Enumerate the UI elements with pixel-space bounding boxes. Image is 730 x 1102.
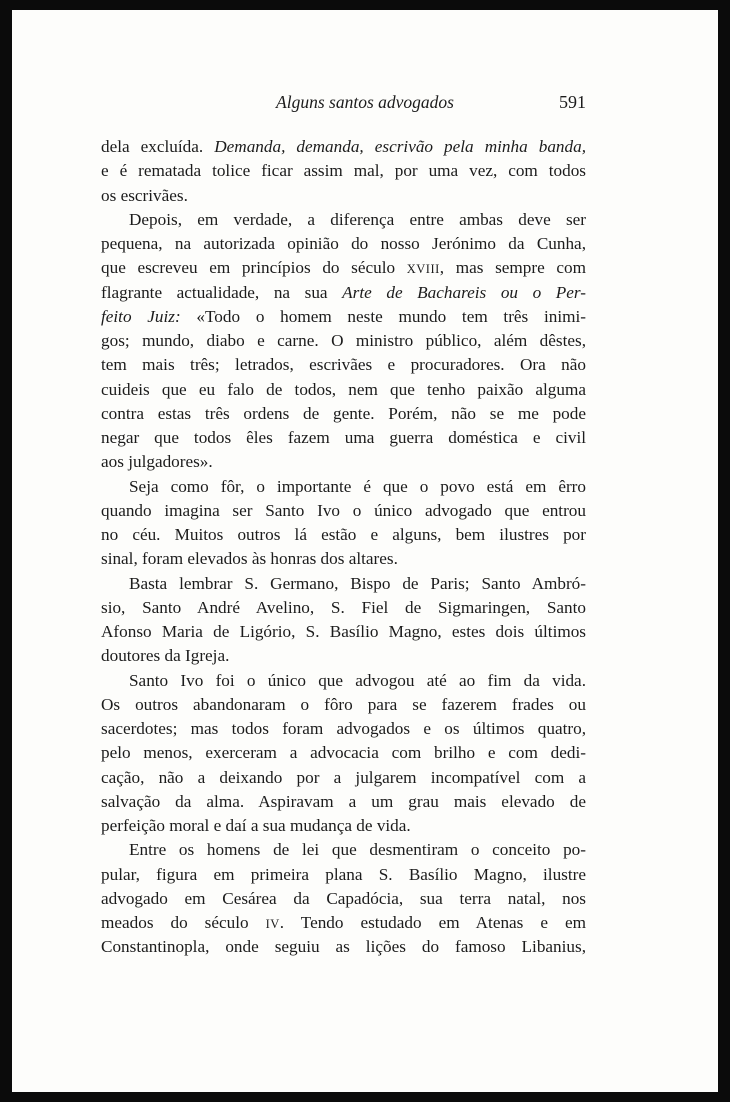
text-run: os escrivães. [101, 185, 188, 205]
text-line [101, 766, 586, 790]
text-line [101, 475, 586, 499]
text-line [101, 256, 586, 280]
text-line [101, 305, 586, 329]
text-run: pelo menos, exerceram a advocacia com brilho e com dedi- [101, 743, 586, 763]
text-line [101, 693, 586, 717]
running-title: Alguns santos advogados [276, 92, 454, 112]
text-run: Basta lembrar S. Germano, Bispo de Paris; Santo Ambró- [129, 573, 586, 593]
text-run: cuideis que eu falo de todos, nem que tenho paixão alguma [101, 379, 586, 399]
text-line [101, 838, 586, 862]
text-run: sio, Santo André Avelino, S. Fiel de Sigmaringen, Santo [101, 597, 586, 617]
text-run: pequena, na autorizada opinião do nosso Jerónimo da Cunha, [101, 234, 586, 253]
text-run: cação, não a deixando por a julgarem incompatível com a [101, 767, 586, 787]
text-run: Depois, em verdade, a diferença entre ambas deve ser [129, 209, 586, 229]
text-run: salvação da alma. Aspiravam a um grau mais elevado de [101, 791, 586, 811]
text-run: Afonso Maria de Ligório, S. Basílio Magno, estes dois últimos [101, 622, 586, 641]
text-line [101, 329, 586, 353]
text-run: que escreveu em princípios do século [101, 258, 407, 278]
text-run: Seja como fôr, o importante é que o povo está em êrro [129, 476, 586, 496]
text-run: advogado em Cesárea da Capadócia, sua terra natal, nos [101, 888, 586, 908]
text-run: no céu. Muitos outros lá estão e alguns, bem ilustres por [101, 525, 586, 544]
text-run: dela excluída. [101, 137, 215, 156]
text-run: contra estas três ordens de gente. Porém, não se me pode [101, 403, 586, 423]
text-line [101, 402, 586, 426]
text-line [101, 426, 586, 450]
text-line [101, 184, 586, 208]
text-line [101, 596, 586, 620]
text-run: aos julgadores». [101, 452, 213, 472]
text-line [101, 378, 586, 402]
text-line [101, 911, 586, 935]
text-line [101, 644, 586, 668]
roman-numeral: XVIII [406, 262, 440, 277]
text-line [101, 523, 586, 547]
text-line [101, 281, 586, 305]
italic-text: Arte de Bachareis ou o Per- [342, 282, 586, 302]
book-page [12, 10, 718, 1092]
text-run: perfeição moral e daí a sua mudança de vida. [101, 816, 411, 835]
text-line [101, 450, 586, 474]
text-line [101, 863, 586, 887]
text-run: . Tendo estudado em Atenas e em [279, 913, 586, 932]
text-line [101, 669, 586, 693]
text-run: , mas sempre com [439, 258, 586, 278]
text-line [101, 620, 586, 644]
italic-text: feito Juiz: [101, 306, 181, 326]
text-line [101, 717, 586, 741]
text-run: doutores da Igreja. [101, 646, 230, 666]
text-run: «Todo o homem neste mundo tem três inimi- [180, 306, 586, 326]
text-line [101, 232, 586, 256]
roman-numeral: IV [265, 917, 280, 931]
text-run: e é rematada tolice ficar assim mal, por uma vez, com todos [101, 161, 586, 181]
text-line [101, 135, 586, 159]
text-run: negar que todos êles fazem uma guerra doméstica e civil [101, 428, 586, 447]
text-line [101, 547, 586, 571]
text-run: Entre os homens de lei que desmentiram o conceito po- [129, 840, 586, 860]
text-run: Os outros abandonaram o fôro para se fazerem frades ou [101, 694, 586, 714]
text-run: pular, figura em primeira plana S. Basílio Magno, ilustre [101, 864, 586, 884]
text-run: sacerdotes; mas todos foram advogados e os últimos quatro, [101, 719, 586, 738]
text-line [101, 814, 586, 838]
text-line [101, 208, 586, 232]
italic-text: Demanda, demanda, escrivão pela minha banda, [214, 137, 586, 156]
text-line [101, 790, 586, 814]
text-line [101, 741, 586, 765]
text-line [101, 935, 586, 959]
text-line [101, 353, 586, 377]
text-run: flagrante actualidade, na sua [101, 282, 343, 302]
text-line [101, 887, 586, 911]
page-number: 591 [559, 92, 586, 112]
text-run: Constantinopla, onde seguiu as lições do famoso Libanius, [101, 937, 586, 957]
text-line [101, 159, 586, 183]
text-run: meados do século [101, 913, 266, 932]
page-header [12, 92, 718, 122]
text-run: sinal, foram elevados às honras dos altares. [101, 549, 398, 569]
text-run: quando imagina ser Santo Ivo o único advogado que entrou [101, 500, 586, 520]
body-text [101, 135, 586, 960]
text-run: gos; mundo, diabo e carne. O ministro público, além dêstes, [101, 331, 586, 350]
text-line [101, 572, 586, 596]
text-run: tem mais três; letrados, escrivães e procuradores. Ora não [101, 355, 586, 375]
text-line [101, 499, 586, 523]
text-run: Santo Ivo foi o único que advogou até ao fim da vida. [129, 670, 586, 690]
